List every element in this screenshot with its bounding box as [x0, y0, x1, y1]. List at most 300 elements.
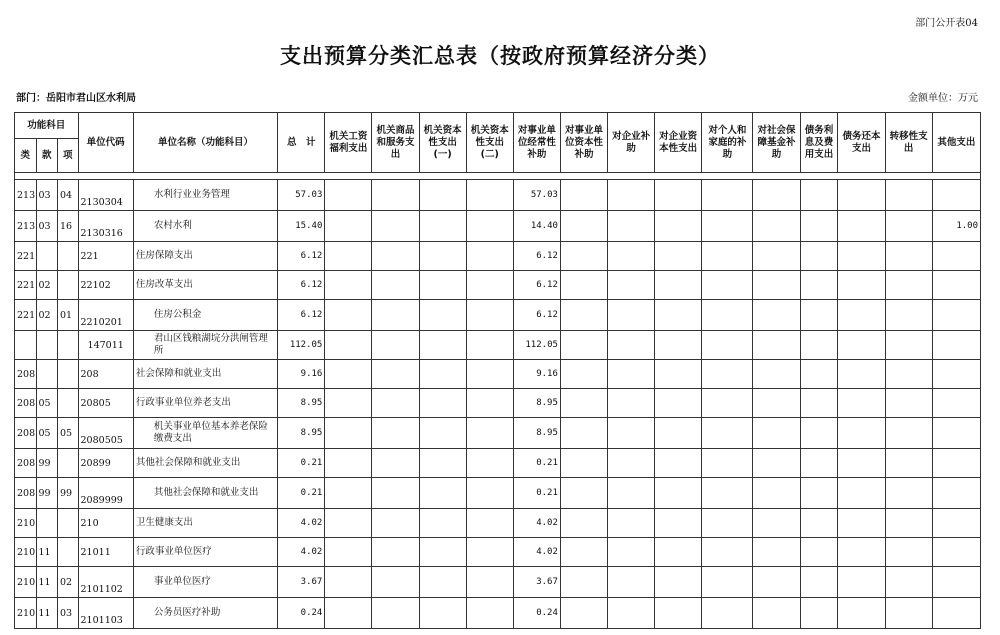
- cell-value: [372, 478, 419, 509]
- cell-total: 57.03: [278, 180, 325, 211]
- cell-total: 8.95: [278, 418, 325, 449]
- table-row: [15, 478, 981, 509]
- cell-value: [655, 180, 702, 211]
- cell-value: [655, 271, 702, 300]
- cell-kuan: 02: [36, 271, 58, 300]
- cell-value: [608, 300, 655, 331]
- cell-value: [560, 449, 607, 478]
- cell-value: [655, 360, 702, 389]
- header-col: 机关资本性支出(二): [466, 113, 513, 173]
- cell-value: [466, 567, 513, 598]
- cell-lei: 210: [15, 567, 37, 598]
- cell-value: 6.12: [513, 300, 560, 331]
- cell-kuan: 99: [36, 478, 58, 509]
- table-row: [15, 449, 981, 478]
- cell-total: 4.02: [278, 509, 325, 538]
- header-code: 单位代码: [78, 113, 133, 173]
- department-label: 部门：岳阳市君山区水利局: [16, 93, 136, 104]
- cell-value: [932, 509, 980, 538]
- cell-value: [560, 300, 607, 331]
- cell-total: 6.12: [278, 300, 325, 331]
- cell-value: [466, 271, 513, 300]
- cell-value: [702, 271, 753, 300]
- cell-code: 2089999: [78, 478, 133, 509]
- cell-value: [753, 211, 800, 242]
- cell-value: [372, 331, 419, 360]
- cell-code: 2101102: [78, 567, 133, 598]
- cell-name: 其他社会保障和就业支出: [133, 449, 277, 478]
- cell-value: [932, 300, 980, 331]
- cell-code: 2210201: [78, 300, 133, 331]
- cell-kuan: 03: [36, 180, 58, 211]
- cell-value: [608, 509, 655, 538]
- cell-value: [325, 567, 372, 598]
- cell-total: 112.05: [278, 331, 325, 360]
- cell-xiang: 05: [58, 418, 79, 449]
- header-col: 对个人和家庭的补助: [702, 113, 753, 173]
- cell-value: [372, 598, 419, 629]
- cell-value: [608, 389, 655, 418]
- cell-value: [838, 567, 885, 598]
- cell-value: [800, 509, 838, 538]
- cell-total: 6.12: [278, 271, 325, 300]
- cell-total: 15.40: [278, 211, 325, 242]
- cell-value: 4.02: [513, 509, 560, 538]
- cell-value: [702, 567, 753, 598]
- cell-code: 20899: [78, 449, 133, 478]
- cell-name: 水利行业业务管理: [133, 180, 277, 211]
- cell-value: [560, 331, 607, 360]
- table-row: [15, 598, 981, 629]
- cell-value: [800, 538, 838, 567]
- cell-lei: 221: [15, 271, 37, 300]
- cell-name: 卫生健康支出: [133, 509, 277, 538]
- cell-value: [608, 478, 655, 509]
- cell-value: [419, 567, 466, 598]
- cell-lei: 213: [15, 180, 37, 211]
- cell-xiang: [58, 360, 79, 389]
- cell-value: [753, 389, 800, 418]
- cell-code: 208: [78, 360, 133, 389]
- cell-value: [753, 300, 800, 331]
- cell-value: [838, 418, 885, 449]
- cell-value: [325, 389, 372, 418]
- cell-value: [800, 389, 838, 418]
- cell-value: 112.05: [513, 331, 560, 360]
- cell-value: [655, 389, 702, 418]
- cell-value: [655, 567, 702, 598]
- cell-lei: 210: [15, 598, 37, 629]
- amount-unit-label: 金额单位：万元: [908, 93, 978, 104]
- table-row: [15, 300, 981, 331]
- cell-lei: 210: [15, 509, 37, 538]
- cell-value: [419, 180, 466, 211]
- cell-value: [753, 478, 800, 509]
- header-func-group: 功能科目: [15, 113, 79, 139]
- header-col: 机关商品和服务支出: [372, 113, 419, 173]
- cell-value: [838, 509, 885, 538]
- cell-value: [560, 418, 607, 449]
- cell-value: [838, 331, 885, 360]
- cell-value: [838, 449, 885, 478]
- cell-lei: 213: [15, 211, 37, 242]
- cell-value: [419, 538, 466, 567]
- header-col: 对社会保障基金补助: [753, 113, 800, 173]
- cell-value: [838, 360, 885, 389]
- cell-code: 20805: [78, 389, 133, 418]
- header-col: 机关资本性支出(一): [419, 113, 466, 173]
- cell-value: [800, 598, 838, 629]
- cell-value: [932, 271, 980, 300]
- cell-code: 21011: [78, 538, 133, 567]
- cell-value: [753, 418, 800, 449]
- cell-value: [885, 242, 932, 271]
- cell-value: [608, 449, 655, 478]
- cell-value: [655, 300, 702, 331]
- cell-value: [932, 389, 980, 418]
- cell-name: 住房改革支出: [133, 271, 277, 300]
- cell-name: 机关事业单位基本养老保险缴费支出: [133, 418, 277, 449]
- cell-value: [800, 331, 838, 360]
- cell-value: [932, 478, 980, 509]
- cell-value: [885, 271, 932, 300]
- cell-value: 9.16: [513, 360, 560, 389]
- cell-value: [419, 418, 466, 449]
- cell-value: [800, 211, 838, 242]
- cell-value: [325, 478, 372, 509]
- cell-value: [466, 509, 513, 538]
- cell-total: 3.67: [278, 567, 325, 598]
- cell-value: 57.03: [513, 180, 560, 211]
- cell-value: [932, 449, 980, 478]
- cell-value: [885, 418, 932, 449]
- cell-value: [466, 478, 513, 509]
- cell-name: 行政事业单位养老支出: [133, 389, 277, 418]
- cell-value: [800, 567, 838, 598]
- cell-value: [753, 242, 800, 271]
- cell-value: [419, 211, 466, 242]
- cell-xiang: [58, 271, 79, 300]
- cell-value: [372, 389, 419, 418]
- cell-code: 147011: [78, 331, 133, 360]
- header-xiang: 项: [58, 139, 79, 173]
- table-row: [15, 331, 981, 360]
- cell-value: [885, 211, 932, 242]
- cell-value: [885, 300, 932, 331]
- cell-value: [702, 242, 753, 271]
- cell-kuan: 03: [36, 211, 58, 242]
- cell-value: [753, 331, 800, 360]
- cell-value: [800, 478, 838, 509]
- cell-value: [800, 180, 838, 211]
- cell-total: 0.21: [278, 478, 325, 509]
- cell-value: [372, 538, 419, 567]
- header-col: 对企业资本性支出: [655, 113, 702, 173]
- cell-value: [560, 509, 607, 538]
- cell-value: [753, 360, 800, 389]
- header-col: 其他支出: [932, 113, 980, 173]
- cell-value: [838, 300, 885, 331]
- cell-value: [325, 242, 372, 271]
- header-name: 单位名称（功能科目）: [133, 113, 277, 173]
- page-title: 支出预算分类汇总表（按政府预算经济分类）: [280, 44, 720, 68]
- cell-value: [560, 538, 607, 567]
- cell-value: [419, 449, 466, 478]
- cell-value: [885, 538, 932, 567]
- header-col: 对事业单位经常性补助: [513, 113, 560, 173]
- cell-name: 公务员医疗补助: [133, 598, 277, 629]
- cell-value: [466, 449, 513, 478]
- cell-value: [655, 242, 702, 271]
- cell-value: [325, 509, 372, 538]
- header-kuan: 款: [36, 139, 58, 173]
- cell-value: [932, 567, 980, 598]
- cell-value: [560, 567, 607, 598]
- cell-value: [838, 242, 885, 271]
- cell-value: [800, 271, 838, 300]
- table-row: [15, 538, 981, 567]
- cell-value: [466, 180, 513, 211]
- cell-value: [800, 449, 838, 478]
- cell-value: [932, 242, 980, 271]
- cell-xiang: 03: [58, 598, 79, 629]
- cell-lei: 208: [15, 449, 37, 478]
- cell-value: [325, 538, 372, 567]
- header-col: 债务利息及费用支出: [800, 113, 838, 173]
- cell-lei: [15, 331, 37, 360]
- cell-value: 1.00: [932, 211, 980, 242]
- table-row: [15, 360, 981, 389]
- cell-value: [608, 567, 655, 598]
- cell-value: [372, 418, 419, 449]
- cell-value: [325, 211, 372, 242]
- cell-value: [560, 242, 607, 271]
- cell-value: [466, 598, 513, 629]
- cell-value: 8.95: [513, 389, 560, 418]
- cell-value: [466, 300, 513, 331]
- cell-value: [885, 360, 932, 389]
- cell-value: [325, 300, 372, 331]
- cell-lei: 208: [15, 389, 37, 418]
- cell-value: [702, 598, 753, 629]
- cell-value: [655, 478, 702, 509]
- cell-value: [655, 598, 702, 629]
- header-col: 对企业补助: [608, 113, 655, 173]
- budget-table: [14, 112, 981, 629]
- cell-kuan: [36, 509, 58, 538]
- cell-total: 6.12: [278, 242, 325, 271]
- cell-value: [325, 360, 372, 389]
- cell-value: [702, 389, 753, 418]
- cell-code: 221: [78, 242, 133, 271]
- cell-kuan: 11: [36, 538, 58, 567]
- table-row: [15, 211, 981, 242]
- cell-value: [885, 389, 932, 418]
- cell-value: [325, 271, 372, 300]
- cell-total: 4.02: [278, 538, 325, 567]
- cell-value: [372, 271, 419, 300]
- cell-value: [702, 509, 753, 538]
- cell-xiang: [58, 331, 79, 360]
- cell-kuan: 05: [36, 418, 58, 449]
- cell-code: 210: [78, 509, 133, 538]
- cell-value: [466, 389, 513, 418]
- cell-value: [419, 360, 466, 389]
- cell-value: [932, 331, 980, 360]
- cell-value: [702, 538, 753, 567]
- cell-kuan: 11: [36, 598, 58, 629]
- cell-value: [655, 211, 702, 242]
- cell-value: [325, 598, 372, 629]
- cell-lei: 208: [15, 418, 37, 449]
- cell-value: [932, 598, 980, 629]
- cell-value: [655, 449, 702, 478]
- cell-xiang: 02: [58, 567, 79, 598]
- cell-name: 事业单位医疗: [133, 567, 277, 598]
- cell-value: [932, 360, 980, 389]
- cell-value: [838, 271, 885, 300]
- cell-value: [560, 180, 607, 211]
- cell-xiang: [58, 538, 79, 567]
- cell-value: [885, 180, 932, 211]
- cell-code: 22102: [78, 271, 133, 300]
- cell-value: [372, 211, 419, 242]
- cell-value: [419, 331, 466, 360]
- cell-value: 8.95: [513, 418, 560, 449]
- table-row: [15, 242, 981, 271]
- cell-value: [608, 211, 655, 242]
- cell-value: [466, 360, 513, 389]
- table-row: [15, 180, 981, 211]
- cell-value: [560, 271, 607, 300]
- cell-value: [753, 271, 800, 300]
- cell-value: [753, 598, 800, 629]
- cell-value: [702, 449, 753, 478]
- header-col: 债务还本支出: [838, 113, 885, 173]
- cell-value: [885, 331, 932, 360]
- cell-value: [800, 242, 838, 271]
- cell-name: 住房保障支出: [133, 242, 277, 271]
- cell-value: [560, 211, 607, 242]
- table-row: [15, 418, 981, 449]
- cell-value: [466, 242, 513, 271]
- cell-value: [800, 418, 838, 449]
- cell-value: [838, 538, 885, 567]
- cell-lei: 221: [15, 242, 37, 271]
- cell-value: [932, 180, 980, 211]
- cell-value: [608, 418, 655, 449]
- cell-kuan: [36, 242, 58, 271]
- cell-value: [702, 418, 753, 449]
- cell-value: [608, 271, 655, 300]
- cell-value: [608, 538, 655, 567]
- cell-value: [800, 360, 838, 389]
- cell-value: [702, 478, 753, 509]
- cell-name: 君山区钱粮湖垸分洪闸管理所: [133, 331, 277, 360]
- cell-value: [885, 598, 932, 629]
- header-lei: 类: [15, 139, 37, 173]
- cell-value: [838, 180, 885, 211]
- cell-value: [753, 538, 800, 567]
- cell-value: [655, 331, 702, 360]
- cell-name: 住房公积金: [133, 300, 277, 331]
- cell-value: [325, 180, 372, 211]
- cell-value: [419, 598, 466, 629]
- cell-value: [325, 331, 372, 360]
- cell-value: [932, 538, 980, 567]
- cell-xiang: 16: [58, 211, 79, 242]
- cell-value: [753, 567, 800, 598]
- cell-value: [560, 598, 607, 629]
- cell-kuan: 05: [36, 389, 58, 418]
- cell-value: [608, 331, 655, 360]
- cell-code: 2080505: [78, 418, 133, 449]
- cell-value: [419, 478, 466, 509]
- cell-value: [466, 538, 513, 567]
- table-row: [15, 509, 981, 538]
- cell-value: [372, 300, 419, 331]
- cell-value: [419, 509, 466, 538]
- header-col: 转移性支出: [885, 113, 932, 173]
- cell-lei: 208: [15, 360, 37, 389]
- table-row: [15, 271, 981, 300]
- cell-value: [655, 509, 702, 538]
- cell-value: [608, 598, 655, 629]
- cell-value: [702, 331, 753, 360]
- cell-value: [885, 449, 932, 478]
- cell-value: [560, 389, 607, 418]
- cell-value: [885, 567, 932, 598]
- cell-value: 14.40: [513, 211, 560, 242]
- cell-kuan: [36, 331, 58, 360]
- cell-lei: 210: [15, 538, 37, 567]
- cell-value: [372, 509, 419, 538]
- cell-value: [753, 449, 800, 478]
- cell-name: 社会保障和就业支出: [133, 360, 277, 389]
- cell-value: [560, 360, 607, 389]
- cell-total: 0.21: [278, 449, 325, 478]
- cell-value: [466, 331, 513, 360]
- cell-xiang: 99: [58, 478, 79, 509]
- cell-value: [702, 300, 753, 331]
- cell-value: 0.24: [513, 598, 560, 629]
- cell-value: [753, 180, 800, 211]
- table-row: [15, 389, 981, 418]
- cell-value: [419, 271, 466, 300]
- cell-value: [419, 242, 466, 271]
- cell-value: [608, 180, 655, 211]
- cell-name: 行政事业单位医疗: [133, 538, 277, 567]
- cell-value: [372, 449, 419, 478]
- cell-value: [325, 449, 372, 478]
- cell-xiang: [58, 242, 79, 271]
- cell-value: [838, 598, 885, 629]
- cell-kuan: 99: [36, 449, 58, 478]
- cell-value: [702, 211, 753, 242]
- form-number: 部门公开表04: [915, 18, 978, 29]
- cell-value: [838, 389, 885, 418]
- cell-xiang: 01: [58, 300, 79, 331]
- cell-lei: 208: [15, 478, 37, 509]
- cell-value: [702, 360, 753, 389]
- cell-value: [419, 389, 466, 418]
- cell-kuan: 11: [36, 567, 58, 598]
- header-col: 机关工资福利支出: [325, 113, 372, 173]
- cell-value: 3.67: [513, 567, 560, 598]
- cell-value: [838, 478, 885, 509]
- cell-value: [655, 418, 702, 449]
- cell-value: [838, 211, 885, 242]
